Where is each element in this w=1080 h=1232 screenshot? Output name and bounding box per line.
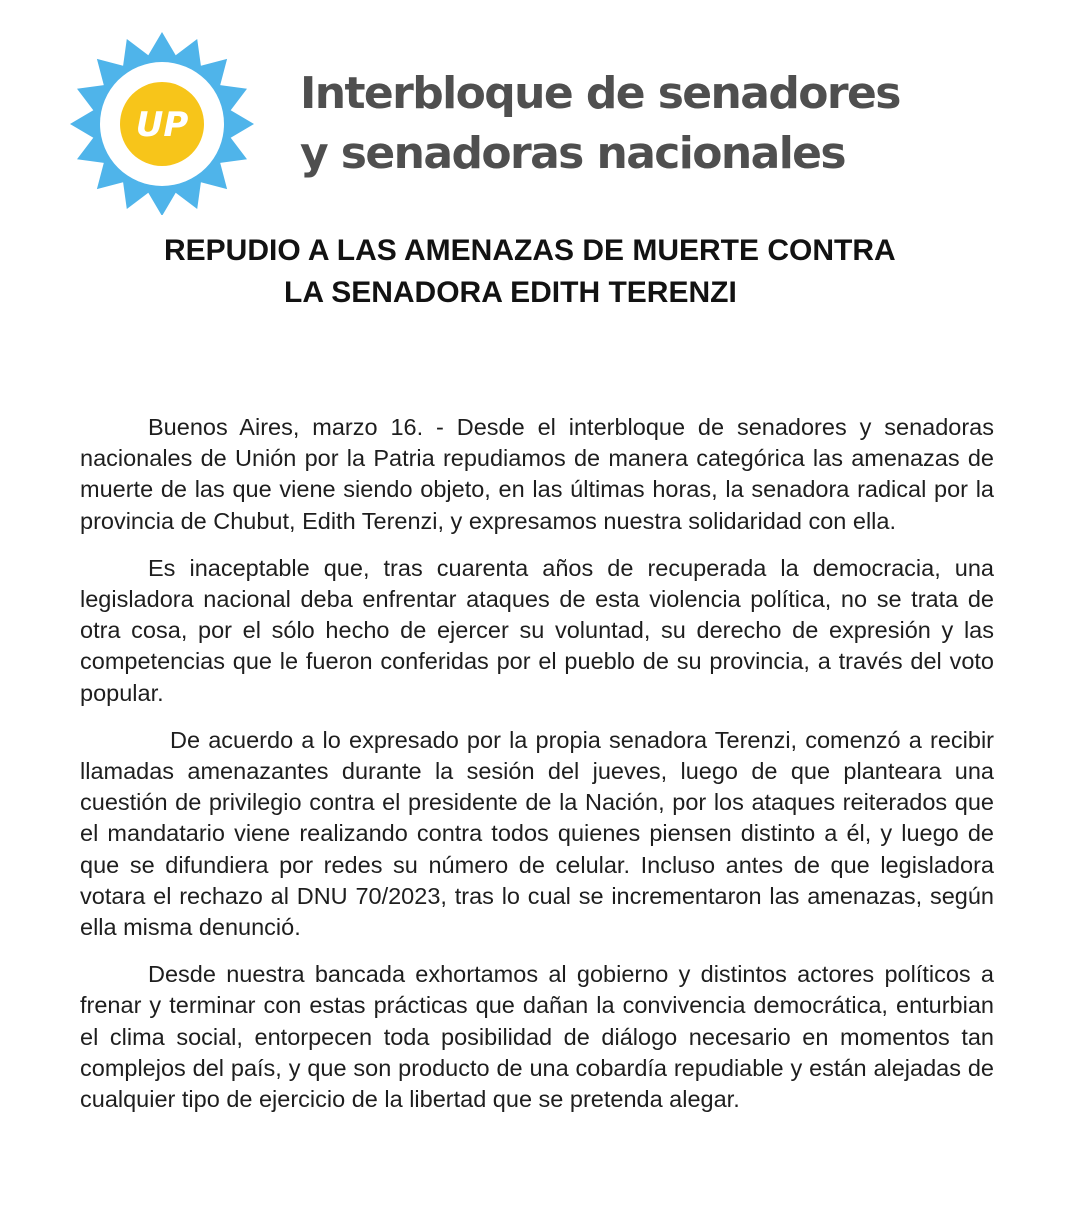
body-paragraph: Desde nuestra bancada exhortamos al gobierno y distintos actores políticos a frenar y terminar con estas prácticas que dañan la convivencia democrática, enturbian el clima social, entorpecen toda posibilidad de diálogo necesario en momentos tan complejos del país, y que son producto de una cobardía repudiable y están alejadas de cualquier tipo de ejercicio de la libertad que se pretenda alegar.: [80, 961, 994, 1113]
body-paragraph: Buenos Aires, marzo 16. - Desde el interbloque de senadores y senadoras nacionales de Unión por la Patria repudiamos de manera categórica las amenazas de muerte de las que viene siendo objeto, en las últimas horas, la senadora radical por la provincia de Chubut, Edith Terenzi, y expresamos nuestra solidaridad con ella.: [80, 414, 994, 534]
body-paragraph: De acuerdo a lo expresado por la propia senadora Terenzi, comenzó a recibir llamadas amenazantes durante la sesión del jueves, luego de que planteara una cuestión de privilegio contra el presidente de la Nación, por los ataques reiterados que el mandatario viene realizando contra todos quienes piensen distinto a él, y luego de que se difundiera por redes su número de celular. Incluso antes de que legisladora votara el rechazo al DNU 70/2023, tras lo cual se incrementaron las amenazas, según ella misma denunció.: [80, 726, 994, 941]
sun-star-logo-icon: [66, 30, 258, 215]
body-paragraph: Es inaceptable que, tras cuarenta años de recuperada la democracia, una legisladora nacional deba enfrentar ataques de esta violencia política, no se trata de otra cosa, por el sólo hecho de ejercer su voluntad, su derecho de expresión y las competencias que le fueron conferidas por el pueblo de su provincia, a través del voto popular.: [80, 554, 994, 706]
logo-text: UP: [135, 105, 189, 145]
page-header: [0, 0, 1080, 220]
organization-name-line2: y senadoras nacionales: [300, 128, 846, 179]
organization-name: [300, 64, 900, 184]
document-title-line1: REPUDIO A LAS AMENAZAS DE MUERTE CONTRA: [164, 234, 896, 267]
document-title-line2: LA SENADORA EDITH TERENZI: [284, 276, 737, 309]
document-body: [80, 412, 994, 1131]
organization-name-line1: Interbloque de senadores: [300, 68, 900, 119]
